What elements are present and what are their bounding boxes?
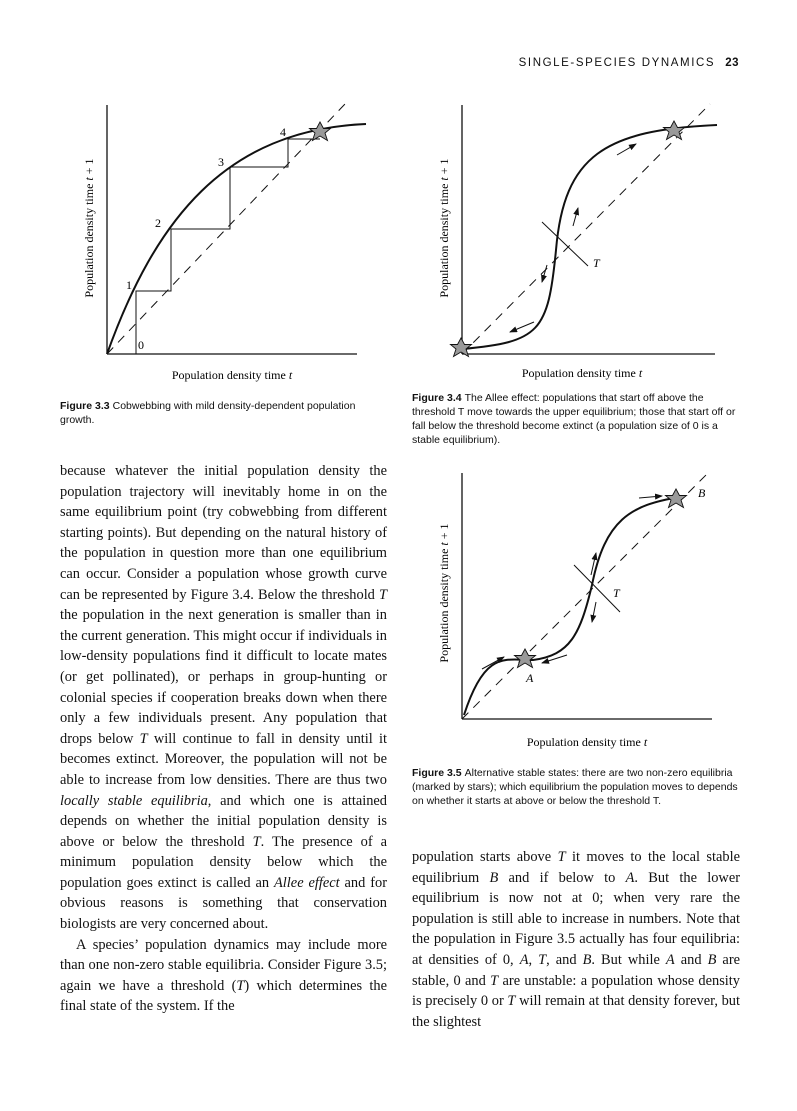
equilibrium-star [310,122,331,141]
arrow-to-zero [510,322,534,332]
paragraph-allee: because whatever the initial population density the population trajectory will inevitably home in on the same equilibrium point (try cobwebbing from different starting points). But depending on the natural history of the population in question more than one equilibrium can occur. Consider a population whose growth curve can be represented by Figure 3.4. Below the threshold T the population in the next generation is smaller than in the current generation. This might occur if individuals in low-density populations find it difficult to locate mates (or get pollinated), or perhaps in group-hunting or colonial species if cooperation breaks down when there only a few individuals present. Any population that drops below T will continue to fall in density until it becomes extinct. Moreover, the population will not be able to increase from low densities. There are thus two locally stable equilibria, and which one is attained depends on whether the initial population density is above or below the threshold T. The presence of a minimum population density below which the population goes extinct is called an Allee effect and for obvious reasons is something that conservation biologists are very concerned about. [60,463,387,933]
arrow-from-right [542,655,567,663]
step-label-2: 2 [155,216,161,230]
figure-3-5-caption [412,766,742,808]
upper-equilibrium-star [664,121,685,140]
arrow-down [542,265,547,282]
caption-text: Cobwebbing with mild density-dependent population growth. [60,400,356,426]
x-axis-label: Population density time t [171,368,293,382]
paragraph-continued: population starts above T it moves to the local stable equilibrium B and if below to A. But the lower equilibrium is now not at 0; when very rare the population is still able to increase in numbers. Note that the population in Figure 3.5 actually has four equilibria: at densities of 0, A, T, and B. But while A and B are stable, 0 and T are unstable: a population whose density is precisely 0 or T will remain at that density forever, but the slightest [412,849,741,1030]
threshold-mark [542,222,588,266]
running-title: SINGLE-SPECIES DYNAMICS [518,57,716,69]
step-label-0: 0 [138,338,144,352]
right-column-text [412,847,740,1032]
figure-3-4 [430,100,730,390]
growth-curve [107,124,366,354]
arrow-from-left [482,657,504,669]
figure-3-3 [75,100,375,390]
caption-text: The Allee effect: populations that start off above the threshold T move towards the upper equilibrium; those that start off or fall below the threshold become extinct (a population size of 0 is a stable equilibrium). [412,392,736,446]
y-axis-label: Population density time t + 1 [437,158,451,298]
arrow-up [573,208,578,226]
y-axis-label: Population density time t + 1 [82,158,96,298]
step-label-1: 1 [126,278,132,292]
x-axis-label: Population density time t [521,366,643,380]
replacement-line [462,473,708,719]
step-label-4: 4 [280,125,286,139]
caption-label: Figure 3.3 [60,400,110,412]
x-axis-label: Population density time t [526,735,648,749]
y-axis-label: Population density time t + 1 [437,523,451,663]
arrow-to-upper [639,496,662,498]
caption-label: Figure 3.5 [412,767,462,779]
figure-3-3-plot [75,100,375,390]
figure-3-5-plot [430,465,730,755]
caption-text: Alternative stable states: there are two non-zero equilibria (marked by stars); which equilibrium the population moves to depends on whether it starts at above or below the threshold T. [412,767,738,807]
arrow-down [592,602,596,622]
upper-equilibrium-star [666,489,687,508]
page-number: 23 [725,57,739,69]
left-column-text [60,461,387,1017]
figure-3-5 [430,465,730,755]
figure-3-3-caption [60,399,390,427]
figure-3-4-caption [412,391,742,447]
cobweb-steps [136,139,320,354]
label-B: B [698,486,706,500]
threshold-label: T [593,256,600,270]
arrow-to-upper [617,144,636,155]
alternative-states-curve [464,497,680,715]
running-header [519,57,739,69]
caption-label: Figure 3.4 [412,392,462,404]
replacement-line [462,104,710,354]
step-label-3: 3 [218,155,224,169]
label-T: T [613,586,620,600]
figure-3-4-plot [430,100,730,390]
paragraph-alternative-states: A species’ population dynamics may include more than one non-zero stable equilibria. Consider Figure 3.5; again we have a threshold (T) which determines the final state of the system. If the [60,936,387,1015]
lower-equilibrium-star [515,649,536,668]
label-A: A [526,671,534,685]
